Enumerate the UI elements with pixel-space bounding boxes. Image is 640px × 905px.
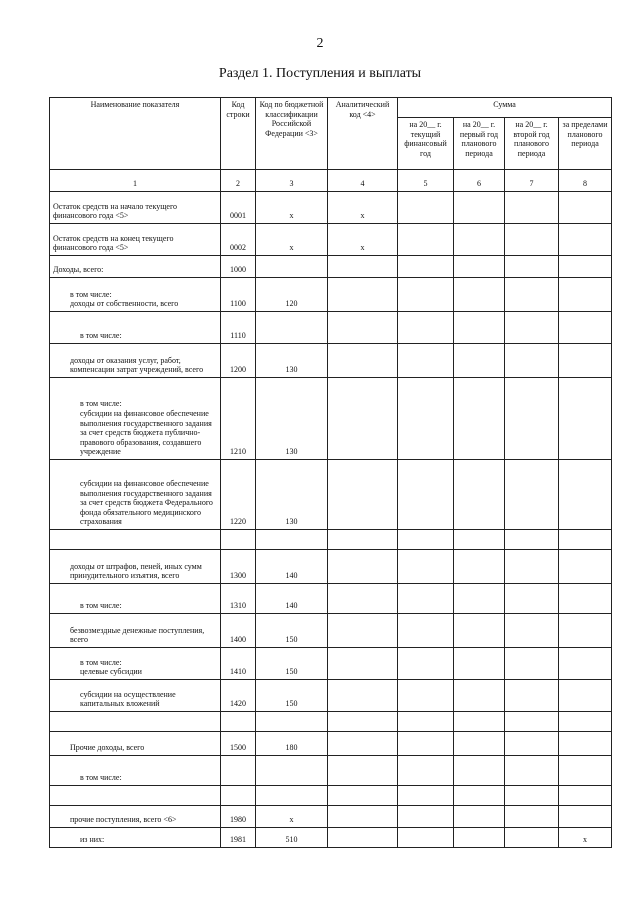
col-number: 8 — [559, 170, 612, 192]
cell-code: 1420 — [221, 680, 256, 712]
cell-s5 — [398, 460, 454, 530]
table-row — [50, 378, 612, 460]
indicator-name — [50, 614, 221, 648]
cell-s5 — [398, 192, 454, 224]
header-name: Наименование показателя — [50, 98, 221, 170]
cell-s6 — [454, 648, 505, 680]
cell-an — [328, 584, 398, 614]
header-analytic-code: Аналитический код <4> — [328, 98, 398, 170]
indicator-name — [50, 278, 221, 312]
cell-s5 — [398, 584, 454, 614]
indicator-subheading: в том числе: — [80, 657, 122, 667]
cell-s6 — [454, 756, 505, 786]
header-sum-first-plan-year: на 20__ г. первый год планового периода — [454, 118, 505, 170]
cell-bk: 510 — [256, 828, 328, 848]
cell-s7 — [505, 256, 559, 278]
cell-s8 — [559, 806, 612, 828]
cell-code: 1210 — [221, 378, 256, 460]
cell-s8 — [559, 614, 612, 648]
cell-bk — [256, 312, 328, 344]
cell-an — [328, 614, 398, 648]
indicator-name-text: из них: — [80, 835, 105, 845]
cell-s7 — [505, 460, 559, 530]
indicator-name-text: в том числе: — [80, 773, 122, 783]
cell-code: 1300 — [221, 550, 256, 584]
table-row — [50, 732, 612, 756]
cell-code: 1500 — [221, 732, 256, 756]
cell-s6 — [454, 550, 505, 584]
cell-s7 — [505, 530, 559, 550]
indicator-name — [50, 584, 221, 614]
indicator-name — [50, 550, 221, 584]
cell-s7 — [505, 614, 559, 648]
header-sum-current-year: на 20__ г. текущий финансовый год — [398, 118, 454, 170]
indicator-name — [50, 756, 221, 786]
cell-an — [328, 680, 398, 712]
cell-s6 — [454, 614, 505, 648]
indicator-name-text: субсидии на осуществление капитальных вложений — [80, 689, 176, 709]
indicator-name — [50, 648, 221, 680]
cell-an — [328, 378, 398, 460]
cell-code: 1410 — [221, 648, 256, 680]
cell-code: 1980 — [221, 806, 256, 828]
cell-s7 — [505, 786, 559, 806]
cell-s6 — [454, 680, 505, 712]
cell-s7 — [505, 712, 559, 732]
cell-an — [328, 550, 398, 584]
cell-s7 — [505, 278, 559, 312]
cell-code: 1220 — [221, 460, 256, 530]
cell-s8 — [559, 648, 612, 680]
cell-bk: х — [256, 224, 328, 256]
cell-s8 — [559, 732, 612, 756]
col-number: 6 — [454, 170, 505, 192]
cell-s5 — [398, 648, 454, 680]
cell-s6 — [454, 378, 505, 460]
cell-s8 — [559, 312, 612, 344]
indicator-name-text: целевые субсидии — [80, 667, 142, 677]
indicator-name — [50, 378, 221, 460]
indicator-name-text: Доходы, всего: — [53, 265, 104, 275]
cell-s6 — [454, 256, 505, 278]
cell-s7 — [505, 192, 559, 224]
cell-code — [221, 756, 256, 786]
cell-bk — [256, 530, 328, 550]
table-row — [50, 712, 612, 732]
cell-code: 1110 — [221, 312, 256, 344]
cell-s5 — [398, 712, 454, 732]
cell-bk: 130 — [256, 460, 328, 530]
indicator-name — [50, 786, 221, 806]
cell-s7 — [505, 680, 559, 712]
indicator-name — [50, 530, 221, 550]
indicator-name — [50, 224, 221, 256]
cell-bk — [256, 756, 328, 786]
cell-an: х — [328, 224, 398, 256]
cell-s7 — [505, 378, 559, 460]
header-sum: Сумма — [398, 98, 612, 118]
indicator-name-text: Остаток средств на конец текущего финансового года <5> — [53, 233, 174, 253]
cell-s8 — [559, 786, 612, 806]
cell-s8 — [559, 756, 612, 786]
cell-s6 — [454, 278, 505, 312]
cell-bk: 140 — [256, 550, 328, 584]
cell-s5 — [398, 786, 454, 806]
indicator-name-text: доходы от собственности, всего — [70, 299, 179, 309]
cell-code: 1400 — [221, 614, 256, 648]
cell-s6 — [454, 312, 505, 344]
table-row — [50, 460, 612, 530]
indicator-name — [50, 680, 221, 712]
table-row — [50, 614, 612, 648]
receipts-payments-table — [49, 97, 612, 848]
table-row — [50, 344, 612, 378]
cell-bk: 130 — [256, 344, 328, 378]
cell-s6 — [454, 712, 505, 732]
cell-s8 — [559, 378, 612, 460]
cell-s5 — [398, 344, 454, 378]
col-number: 5 — [398, 170, 454, 192]
cell-s8 — [559, 584, 612, 614]
table-row — [50, 312, 612, 344]
table-row — [50, 806, 612, 828]
table-row — [50, 786, 612, 806]
cell-bk: 130 — [256, 378, 328, 460]
indicator-name — [50, 828, 221, 848]
indicator-name-text: Остаток средств на начало текущего финансового года <5> — [53, 201, 178, 221]
cell-s6 — [454, 224, 505, 256]
cell-s6 — [454, 530, 505, 550]
cell-code — [221, 786, 256, 806]
cell-s5 — [398, 550, 454, 584]
table-row — [50, 680, 612, 712]
cell-s6 — [454, 344, 505, 378]
header-row — [50, 98, 612, 118]
cell-s7 — [505, 828, 559, 848]
cell-s8 — [559, 530, 612, 550]
cell-bk — [256, 786, 328, 806]
indicator-name — [50, 192, 221, 224]
cell-s6 — [454, 786, 505, 806]
cell-s7 — [505, 550, 559, 584]
table-row — [50, 648, 612, 680]
cell-s8 — [559, 460, 612, 530]
section-title: Раздел 1. Поступления и выплаты — [218, 66, 422, 81]
cell-s5 — [398, 312, 454, 344]
cell-s7 — [505, 648, 559, 680]
cell-s8: х — [559, 828, 612, 848]
header-budget-code: Код по бюджетной классификации Российской Федерации <3> — [256, 98, 328, 170]
indicator-name-text: прочие поступления, всего <6> — [70, 815, 177, 825]
cell-s7 — [505, 584, 559, 614]
cell-s6 — [454, 192, 505, 224]
col-number: 2 — [221, 170, 256, 192]
col-number: 4 — [328, 170, 398, 192]
cell-s5 — [398, 732, 454, 756]
header-sum-beyond-plan: за пределами планового периода — [559, 118, 612, 170]
cell-an — [328, 256, 398, 278]
cell-s7 — [505, 344, 559, 378]
col-number: 7 — [505, 170, 559, 192]
indicator-name — [50, 460, 221, 530]
cell-s8 — [559, 344, 612, 378]
cell-an — [328, 278, 398, 312]
table-row — [50, 192, 612, 224]
cell-an — [328, 530, 398, 550]
cell-s5 — [398, 680, 454, 712]
cell-bk — [256, 712, 328, 732]
cell-s5 — [398, 530, 454, 550]
cell-code: 1310 — [221, 584, 256, 614]
cell-s7 — [505, 806, 559, 828]
cell-s7 — [505, 732, 559, 756]
cell-code — [221, 712, 256, 732]
cell-s7 — [505, 312, 559, 344]
cell-an — [328, 312, 398, 344]
page-number: 2 — [316, 36, 324, 51]
header-line-code: Код строки — [221, 98, 256, 170]
cell-an — [328, 806, 398, 828]
cell-an — [328, 460, 398, 530]
cell-bk: 140 — [256, 584, 328, 614]
indicator-name-text: в том числе: — [80, 331, 122, 341]
cell-code: 1000 — [221, 256, 256, 278]
cell-s5 — [398, 806, 454, 828]
cell-s6 — [454, 460, 505, 530]
indicator-name-text: доходы от оказания услуг, работ, компенсации затрат учреждений, всего — [70, 355, 204, 375]
cell-s5 — [398, 256, 454, 278]
cell-bk: 150 — [256, 614, 328, 648]
cell-an — [328, 712, 398, 732]
cell-an — [328, 344, 398, 378]
column-number-row — [50, 170, 612, 192]
cell-an: х — [328, 192, 398, 224]
cell-an — [328, 732, 398, 756]
cell-an — [328, 828, 398, 848]
cell-s5 — [398, 224, 454, 256]
cell-code: 1981 — [221, 828, 256, 848]
indicator-name — [50, 806, 221, 828]
cell-s6 — [454, 828, 505, 848]
cell-s5 — [398, 278, 454, 312]
cell-bk: 150 — [256, 680, 328, 712]
cell-s8 — [559, 680, 612, 712]
cell-bk: 120 — [256, 278, 328, 312]
table-row — [50, 278, 612, 312]
cell-code — [221, 530, 256, 550]
header-sum-second-plan-year: на 20__ г. второй год планового периода — [505, 118, 559, 170]
cell-code: 0001 — [221, 192, 256, 224]
indicator-subheading: в том числе: — [80, 399, 122, 409]
cell-an — [328, 786, 398, 806]
cell-s7 — [505, 224, 559, 256]
indicator-name — [50, 732, 221, 756]
indicator-name — [50, 256, 221, 278]
cell-s5 — [398, 614, 454, 648]
cell-code: 0002 — [221, 224, 256, 256]
cell-s6 — [454, 584, 505, 614]
cell-s8 — [559, 712, 612, 732]
cell-bk: 150 — [256, 648, 328, 680]
cell-s8 — [559, 278, 612, 312]
indicator-name-text: в том числе: — [80, 601, 122, 611]
cell-bk: 180 — [256, 732, 328, 756]
cell-bk — [256, 256, 328, 278]
cell-s8 — [559, 256, 612, 278]
table-row — [50, 756, 612, 786]
cell-s8 — [559, 224, 612, 256]
cell-code: 1100 — [221, 278, 256, 312]
cell-s8 — [559, 550, 612, 584]
cell-bk: х — [256, 192, 328, 224]
col-number: 3 — [256, 170, 328, 192]
cell-bk: х — [256, 806, 328, 828]
col-number: 1 — [50, 170, 221, 192]
indicator-name-text: субсидии на финансовое обеспечение выполнения государственного задания за счет средств бюджета Федерального фонда обязательного медицинского страхования — [80, 479, 213, 527]
table-row — [50, 224, 612, 256]
indicator-name-text: субсидии на финансовое обеспечение выполнения государственного задания за счет средств бюджета публично-правового образования, создавшего учреждение — [80, 409, 212, 457]
indicator-subheading: в том числе: — [70, 289, 112, 299]
table-row — [50, 828, 612, 848]
table-row — [50, 584, 612, 614]
indicator-name — [50, 712, 221, 732]
cell-an — [328, 756, 398, 786]
indicator-name-text: доходы от штрафов, пеней, иных сумм принудительного изъятия, всего — [70, 561, 202, 581]
cell-s6 — [454, 732, 505, 756]
cell-an — [328, 648, 398, 680]
cell-s7 — [505, 756, 559, 786]
cell-s5 — [398, 756, 454, 786]
table-row — [50, 550, 612, 584]
indicator-name-text: Прочие доходы, всего — [70, 743, 145, 753]
cell-s8 — [559, 192, 612, 224]
cell-s5 — [398, 378, 454, 460]
indicator-name — [50, 312, 221, 344]
table-row — [50, 530, 612, 550]
indicator-name — [50, 344, 221, 378]
indicator-name-text: безвозмездные денежные поступления, всего — [70, 625, 205, 645]
cell-s5 — [398, 828, 454, 848]
cell-code: 1200 — [221, 344, 256, 378]
table-row — [50, 256, 612, 278]
cell-s6 — [454, 806, 505, 828]
